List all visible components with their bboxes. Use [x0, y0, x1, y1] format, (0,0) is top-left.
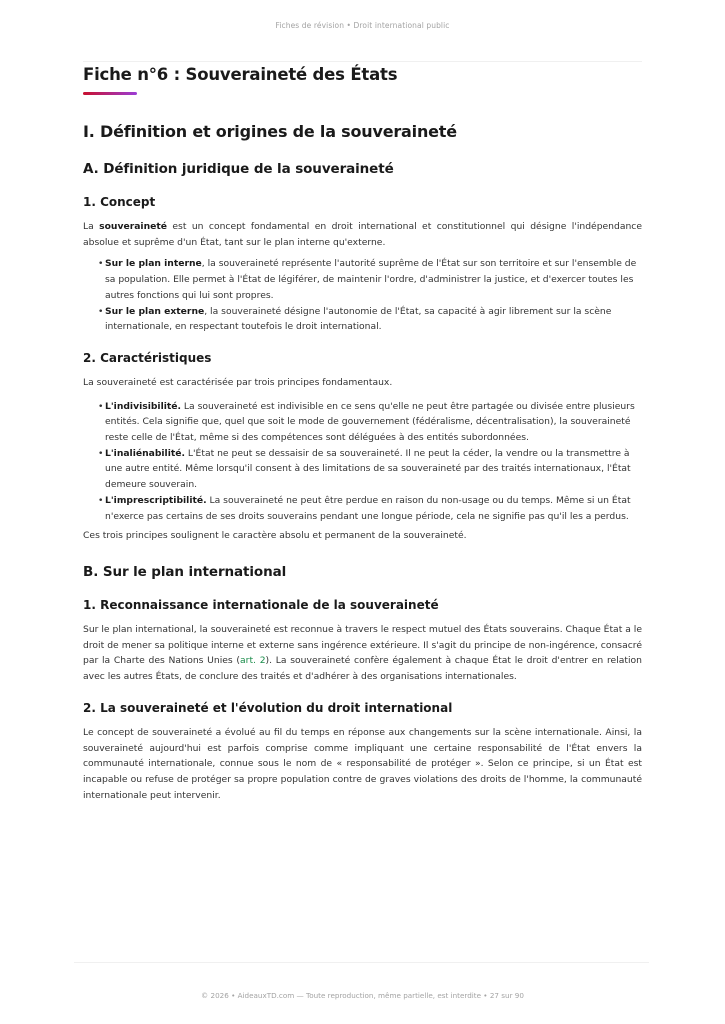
list-item: • Sur le plan interne, la souveraineté représente l'autorité suprême de l'État sur son territoire et sur l'ensemble de sa population. Elle permet à l'État de légiférer, de maintenir l'ordre, d'administrer la justice, et d'exercer toutes les autres fonctions qui lui sont propres.	[99, 256, 642, 303]
article-link[interactable]: art. 2	[240, 655, 266, 667]
point-heading-concept: 1. Concept	[83, 195, 156, 209]
title-underline	[83, 92, 137, 95]
bold-term: L'indivisibilité.	[105, 400, 181, 412]
caracteristiques-bullet-list	[83, 399, 642, 525]
page-footer: © 2026 • AideauxTD.com — Toute reproduction, même partielle, est interdite • 27 sur 90	[201, 991, 524, 1000]
page-title: Fiche n°6 : Souveraineté des États	[83, 65, 398, 84]
concept-bullet-list	[83, 256, 642, 334]
footer-divider	[74, 962, 649, 963]
subsection-heading-a: A. Définition juridique de la souveraineté	[83, 161, 394, 177]
bold-term: Sur le plan interne	[105, 258, 202, 270]
bold-term: L'imprescriptibilité.	[105, 495, 207, 507]
reconnaissance-paragraph: Sur le plan international, la souveraineté est reconnue à travers le respect mutuel des États souverains. Chaque État a le droit de mener sa politique interne et externe sans ingérence extérieure. Il s'agit du principe de non-ingérence, consacré par la Charte des Nations Unies (art. 2). La souveraineté confère également à chaque État le droit d'entrer en relation avec les autres États, de conclure des traités et d'adhérer à des organisations internationales.	[83, 624, 642, 683]
list-item: • L'indivisibilité. La souveraineté est indivisible en ce sens qu'elle ne peut être partagée ou divisée entre plusieurs entités. Cela signifie que, quel que soit le mode de gouvernement (fédéralisme, décentralisation), la souveraineté reste celle de l'État, même si des compétences sont déléguées à des entités subordonnées.	[99, 399, 642, 446]
list-item: • L'imprescriptibilité. La souveraineté ne peut être perdue en raison du non-usage ou du temps. Même si un État n'exerce pas certains de ses droits souverains pendant une longue période, cela ne signifie pas qu'il les a perdus.	[99, 493, 642, 524]
section-heading-1: I. Définition et origines de la souveraineté	[83, 122, 457, 141]
bold-term: Sur le plan externe	[105, 305, 205, 317]
evolution-paragraph: Le concept de souveraineté a évolué au fil du temps en réponse aux changements sur la scène internationale. Ainsi, la souveraineté aujourd'hui est parfois comprise comme impliquant une certaine responsabilité de l'État envers la communauté internationale, connue sous le nom de « responsabilité de protéger ». Selon ce principe, si un État est incapable ou refuse de protéger sa propre population contre de graves violations des droits de l'homme, la communauté internationale peut intervenir.	[83, 726, 642, 801]
concept-paragraph: La souveraineté est un concept fondamental en droit international et constitutionnel qui désigne l'indépendance absolue et suprême d'un État, tant sur le plan interne qu'externe.	[83, 221, 642, 248]
caracteristiques-intro: La souveraineté est caractérisée par trois principes fondamentaux.	[83, 376, 393, 388]
caracteristiques-outro: Ces trois principes soulignent le caractère absolu et permanent de la souveraineté.	[83, 530, 467, 542]
page-header: Fiches de révision • Droit international public	[275, 21, 450, 30]
bold-term: L'inaliénabilité.	[105, 447, 185, 459]
document-body	[83, 64, 642, 803]
list-item: • Sur le plan externe, la souveraineté désigne l'autonomie de l'État, sa capacité à agir librement sur la scène internationale, en respectant toutefois le droit international.	[99, 304, 642, 335]
list-item: • L'inaliénabilité. L'État ne peut se dessaisir de sa souveraineté. Il ne peut la céder, la vendre ou la transmettre à une autre entité. Même lorsqu'il consent à des limitations de sa souveraineté par des traités internationaux, l'État demeure souverain.	[99, 446, 642, 493]
header-divider	[83, 61, 642, 62]
point-heading-caracteristiques: 2. Caractéristiques	[83, 350, 212, 365]
subsection-heading-b: B. Sur le plan international	[83, 564, 287, 581]
point-heading-evolution: 2. La souveraineté et l'évolution du droit international	[83, 700, 453, 715]
bold-term: souveraineté	[99, 221, 167, 232]
point-heading-reconnaissance: 1. Reconnaissance internationale de la souveraineté	[83, 598, 439, 613]
